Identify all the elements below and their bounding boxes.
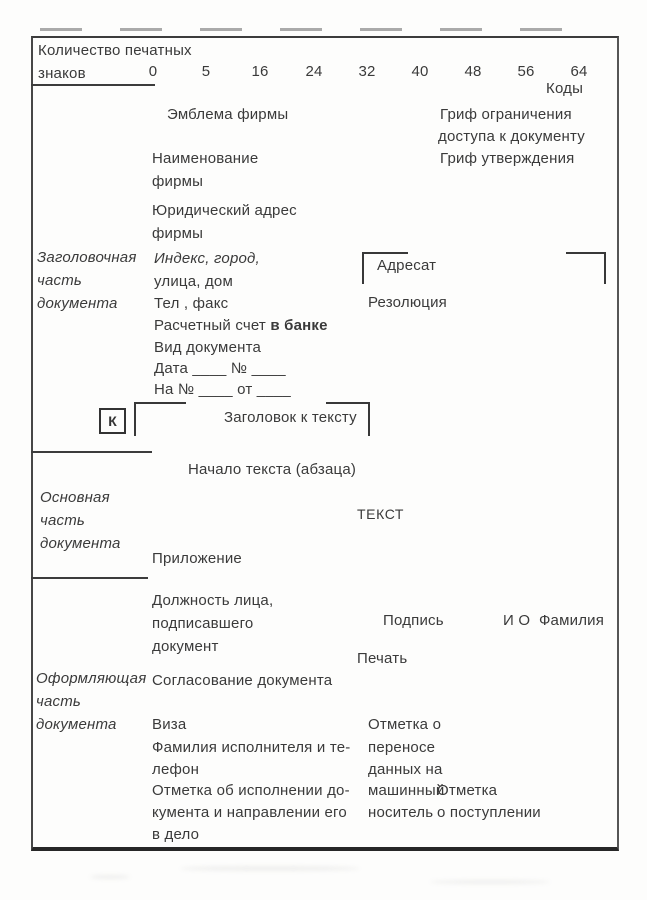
firm-name-line2: фирмы bbox=[152, 173, 204, 190]
scan-artifact bbox=[180, 866, 360, 871]
scan-artifact bbox=[40, 28, 596, 31]
ruler-tick: 16 bbox=[251, 63, 269, 80]
execution-note-line2: кумента и направлении его bbox=[152, 804, 347, 821]
ruler-underline bbox=[31, 84, 155, 86]
bank-account-bold: в банке bbox=[270, 317, 328, 334]
legal-address-line1: Юридический адрес bbox=[152, 202, 297, 219]
signer-position-line1: Должность лица, bbox=[152, 592, 274, 609]
text-caps-label: ТЕКСТ bbox=[357, 506, 405, 522]
visa-label: Виза bbox=[152, 716, 187, 733]
ruler-tick: 64 bbox=[570, 63, 588, 80]
initials-surname-label: И О Фамилия bbox=[503, 612, 605, 629]
execution-note-line1: Отметка об исполнении до- bbox=[152, 782, 350, 799]
body-section-label-line3: документа bbox=[40, 535, 121, 552]
signer-position-line2: подписавшего bbox=[152, 615, 254, 632]
ruler-tick: 24 bbox=[305, 63, 323, 80]
tel-fax-line: Тел , факс bbox=[154, 295, 229, 312]
ruler-tick: 32 bbox=[358, 63, 376, 80]
bank-account-line bbox=[154, 317, 328, 334]
scan-artifact bbox=[430, 880, 550, 884]
scan-artifact bbox=[90, 875, 130, 879]
incoming-ref-line: На № ____ от ____ bbox=[154, 381, 291, 398]
emblem-label: Эмблема фирмы bbox=[167, 106, 289, 123]
ruler-tick: 5 bbox=[201, 63, 211, 80]
body-section-label-line1: Основная bbox=[40, 489, 110, 506]
transfer-note-line1: Отметка о bbox=[368, 716, 442, 733]
approval-stamp-label: Гриф утверждения bbox=[440, 150, 575, 167]
header-section-label-line2: часть bbox=[37, 272, 82, 289]
header-section-label-line1: Заголовочная bbox=[37, 249, 137, 266]
seal-label: Печать bbox=[357, 650, 408, 667]
heading-crop-mark-left bbox=[134, 402, 186, 436]
resolution-label: Резолюция bbox=[368, 294, 447, 311]
signer-position-line3: документ bbox=[152, 638, 219, 655]
addressee-crop-mark-right bbox=[566, 252, 606, 284]
firm-name-line1: Наименование bbox=[152, 150, 259, 167]
closing-section-label-line1: Оформляющая bbox=[36, 670, 147, 687]
receipt-note-line2: о поступлении bbox=[437, 804, 541, 821]
receipt-note-line1: Отметка bbox=[437, 782, 498, 799]
transfer-note-line4: машинный bbox=[368, 782, 445, 799]
closing-section-label-line2: часть bbox=[36, 693, 81, 710]
section-divider bbox=[31, 577, 148, 579]
transfer-note-line2: переносе bbox=[368, 739, 436, 756]
signature-label: Подпись bbox=[383, 612, 444, 629]
execution-note-line3: в дело bbox=[152, 826, 200, 843]
executor-line1: Фамилия исполнителя и те- bbox=[152, 739, 351, 756]
transfer-note-line5: носитель bbox=[368, 804, 434, 821]
ruler-tick: 40 bbox=[411, 63, 429, 80]
ruler-tick: 48 bbox=[464, 63, 482, 80]
street-house-line bbox=[154, 273, 233, 290]
ruler-tick: 0 bbox=[148, 63, 158, 80]
body-section-label-line2: часть bbox=[40, 512, 85, 529]
header-section-label-line3: документа bbox=[37, 295, 118, 312]
addressee-label: Адресат bbox=[377, 257, 437, 274]
codes-label: Коды bbox=[546, 80, 584, 97]
transfer-note-line3: данных на bbox=[368, 761, 443, 778]
restriction-stamp-line1: Гриф ограничения bbox=[440, 106, 572, 123]
ruler-tick: 56 bbox=[517, 63, 535, 80]
index-city-line: Индекс, город, bbox=[154, 250, 260, 267]
heading-to-text-label: Заголовок к тексту bbox=[224, 409, 357, 426]
restriction-stamp-line2: доступа к документу bbox=[438, 128, 585, 145]
coordination-label: Согласование документа bbox=[152, 672, 333, 689]
attachment-label: Приложение bbox=[152, 550, 242, 567]
date-number-line: Дата ____ № ____ bbox=[154, 360, 286, 377]
k-marker: К bbox=[99, 408, 126, 434]
text-start-label: Начало текста (абзаца) bbox=[188, 461, 357, 478]
executor-line2: лефон bbox=[152, 761, 200, 778]
legal-address-line2: фирмы bbox=[152, 225, 204, 242]
closing-section-label-line3: документа bbox=[36, 716, 117, 733]
section-divider bbox=[31, 451, 152, 453]
bank-account-prefix: Расчетный счет bbox=[154, 317, 271, 334]
ruler-label-line2: знаков bbox=[38, 65, 86, 82]
street-house-text: улица, дом bbox=[154, 273, 233, 290]
ruler-label-line1: Количество печатных bbox=[38, 42, 192, 59]
doc-type-line: Вид документа bbox=[154, 339, 262, 356]
